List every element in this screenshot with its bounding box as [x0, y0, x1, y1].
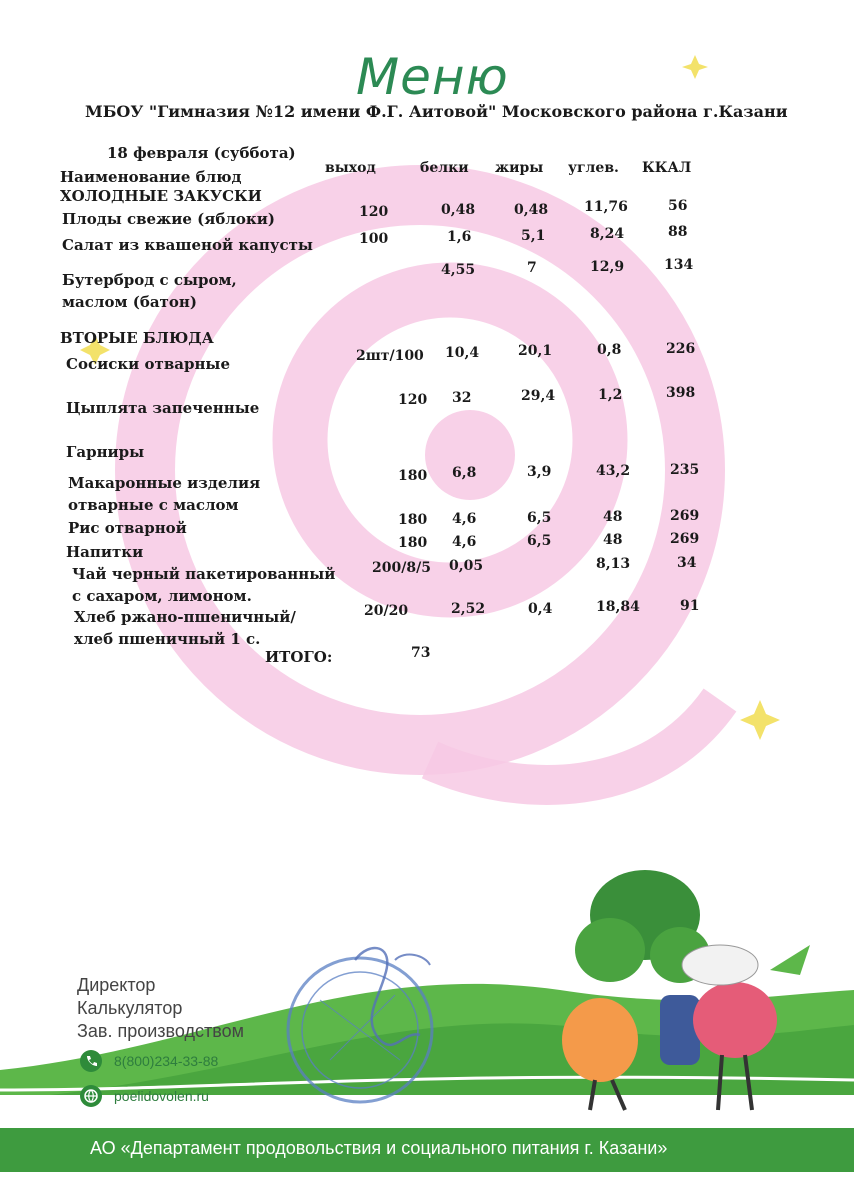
dish-kcal: 269	[670, 531, 700, 547]
dish-protein: 4,55	[441, 262, 476, 278]
section-cold-appetizers: ХОЛОДНЫЕ ЗАКУСКИ	[60, 187, 262, 205]
dish-protein: 10,4	[445, 345, 480, 361]
dish-kcal: 34	[677, 555, 697, 571]
dish-name: Салат из квашеной капусты	[62, 236, 313, 254]
column-header-carbs: углев.	[568, 160, 619, 176]
dish-protein: 0,05	[449, 558, 484, 574]
dish-carbs: 1,2	[598, 387, 623, 403]
dish-kcal: 56	[668, 198, 688, 214]
dish-carbs: 12,9	[590, 259, 625, 275]
dish-protein: 2,52	[451, 601, 486, 617]
calculator-label: Калькулятор	[77, 998, 183, 1018]
column-header-name: Наименование блюд	[60, 168, 242, 186]
dish-fat: 5,1	[521, 228, 546, 244]
dish-carbs: 8,13	[596, 556, 631, 572]
dish-name: Бутерброд с сыром, маслом (батон)	[62, 271, 237, 311]
dish-carbs: 8,24	[590, 226, 625, 242]
dish-protein: 4,6	[452, 511, 477, 527]
school-name: МБОУ "Гимназия №12 имени Ф.Г. Аитовой" Московского района г.Казани	[85, 102, 788, 121]
dish-fat: 0,48	[514, 202, 549, 218]
dish-carbs: 43,2	[596, 463, 631, 479]
dish-kcal: 88	[668, 224, 688, 240]
dish-carbs: 48	[603, 509, 623, 525]
dish-name: Сосиски отварные	[66, 355, 231, 373]
section-drinks: Напитки	[66, 543, 144, 561]
column-header-kcal: ККАЛ	[642, 160, 692, 176]
dish-carbs: 11,76	[584, 199, 628, 215]
dish-kcal: 91	[680, 598, 700, 614]
section-main-courses: ВТОРЫЕ БЛЮДА	[60, 329, 214, 347]
dish-yield: 180	[398, 512, 428, 528]
dish-protein: 32	[452, 390, 472, 406]
production-manager-label: Зав. производством	[77, 1021, 244, 1041]
dish-yield: 180	[398, 535, 428, 551]
dish-yield: 200/8/5	[372, 560, 431, 576]
director-label: Директор	[77, 975, 156, 995]
dish-kcal: 226	[666, 341, 696, 357]
dish-protein: 6,8	[452, 465, 477, 481]
globe-icon	[80, 1085, 102, 1107]
dish-carbs: 48	[603, 532, 623, 548]
phone-icon	[80, 1050, 102, 1072]
dish-fat: 3,9	[527, 464, 552, 480]
dish-fat: 6,5	[527, 533, 552, 549]
dish-fat: 29,4	[521, 388, 556, 404]
dish-kcal: 269	[670, 508, 700, 524]
section-garnishes: Гарниры	[66, 443, 145, 461]
total-label: ИТОГО:	[265, 648, 333, 666]
phone-number[interactable]: 8(800)234-33-88	[114, 1053, 219, 1069]
dish-yield: 120	[398, 392, 428, 408]
dish-fat: 0,4	[528, 601, 553, 617]
column-header-yield: выход	[325, 160, 376, 176]
website-link[interactable]: poelidovolen.ru	[114, 1088, 209, 1104]
dish-yield: 120	[359, 204, 389, 220]
dish-fat: 6,5	[527, 510, 552, 526]
dish-name: Чай черный пакетированный с сахаром, лимоном.	[72, 565, 336, 605]
dish-yield: 180	[398, 468, 428, 484]
dish-yield: 100	[359, 231, 389, 247]
dish-protein: 0,48	[441, 202, 476, 218]
menu-logo: Меню	[356, 48, 509, 106]
total-value: 73	[411, 645, 431, 661]
column-header-fat: жиры	[495, 160, 544, 176]
dish-carbs: 18,84	[596, 599, 640, 615]
dish-name: Плоды свежие (яблоки)	[62, 210, 275, 228]
dish-name: Рис отварной	[68, 519, 187, 537]
dish-name: Макаронные изделия отварные с маслом	[68, 474, 261, 514]
menu-date: 18 февраля (суббота)	[107, 144, 296, 162]
dish-carbs: 0,8	[597, 342, 622, 358]
dish-yield: 2шт/100	[356, 348, 424, 364]
dish-name: Хлеб ржано-пшеничный/хлеб пшеничный 1 с.	[74, 608, 296, 648]
dish-fat: 7	[527, 260, 537, 276]
dish-protein: 4,6	[452, 534, 477, 550]
department-name: АО «Департамент продовольствия и социального питания г. Казани»	[90, 1138, 668, 1158]
star-icon	[740, 700, 780, 740]
dish-protein: 1,6	[447, 229, 472, 245]
dish-kcal: 398	[666, 385, 696, 401]
dish-yield: 20/20	[364, 603, 409, 619]
dish-kcal: 235	[670, 462, 700, 478]
star-icon	[682, 55, 708, 79]
column-header-protein: белки	[420, 160, 469, 176]
dish-name: Цыплята запеченные	[66, 399, 260, 417]
dish-kcal: 134	[664, 257, 694, 273]
dish-fat: 20,1	[518, 343, 553, 359]
